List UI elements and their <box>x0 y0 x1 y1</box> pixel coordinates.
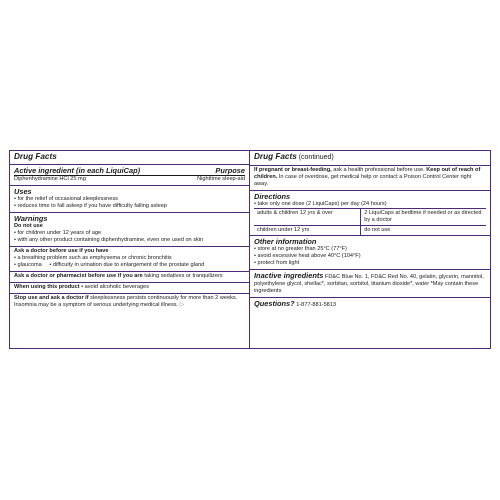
phone-number: 1-877-881-5813 <box>294 302 337 308</box>
directions-note: • take only one dose (2 LiquiCaps) per day (24 hours) <box>254 201 486 208</box>
stop-use-text: sleeplessness persists continuously for more than 2 weeks. Insomnia may be a symptom of serious underlying medical illness. <box>14 295 238 308</box>
ask-doctor-header: Ask a doctor before use if you have <box>14 248 109 254</box>
drug-facts-continued-title: Drug Facts <box>254 152 297 161</box>
other-information-header: Other information <box>254 237 317 246</box>
ask-pharmacist-text: taking sedatives or tranquilizers <box>142 273 223 279</box>
uses-item: • reduces time to fall asleep if you have difficulty falling asleep <box>14 203 245 210</box>
pregnant-bold: If pregnant or breast-feeding, <box>254 167 332 173</box>
active-ingredient-header: Active ingredient (in each LiquiCap) <box>14 166 141 175</box>
directions-table <box>254 208 486 235</box>
uses-section <box>10 186 249 213</box>
table-row <box>254 226 486 236</box>
continued-label: (continued) <box>296 154 334 161</box>
ask-doctor-section <box>10 247 249 272</box>
dosage-what: 2 LiquiCaps at bedtime if needed or as directed by a doctor <box>361 209 486 226</box>
uses-item: • for the relief of occasional sleeplessness <box>14 196 245 203</box>
drug-facts-label <box>9 150 491 349</box>
inactive-ingredients-section <box>250 270 490 298</box>
when-using-section <box>10 283 249 294</box>
ask-doctor-item: • difficulty in urination due to enlargement of the prostate gland <box>49 262 204 268</box>
do-not-use-header: Do not use <box>14 223 43 229</box>
purpose-value: Nighttime sleep-aid <box>197 176 245 182</box>
warnings-section <box>10 213 249 247</box>
ask-doctor-item: • glaucoma <box>14 262 42 269</box>
right-column <box>250 151 490 348</box>
active-ingredient-value: Diphenhydramine HCl 25 mg <box>14 176 86 182</box>
drug-facts-title: Drug Facts <box>14 152 57 161</box>
inactive-ingredients-header: Inactive ingredients <box>254 271 324 280</box>
pregnant-text: ask a health professional before use. <box>331 167 427 173</box>
other-information-item: • protect from light <box>254 260 486 267</box>
continue-arrow-icon: ▷ <box>179 302 185 308</box>
ask-pharmacist-bold: Ask a doctor or pharmacist before use if you are <box>14 273 143 279</box>
overdose-text: In case of overdose, get medical help or contact a Poison Control Center right away. <box>254 174 472 187</box>
stop-use-section <box>10 294 249 311</box>
other-information-section <box>250 236 490 270</box>
drug-facts-continued-section <box>250 151 490 166</box>
other-information-item: • avoid excessive heat above 40°C (104°F) <box>254 253 486 260</box>
inactive-ingredients-text: FD&C Blue No. 1, FD&C Red No. 40, gelatin, glycerin, mannitol, polyethylene glycol, shellac*, sorbitan, sorbitol, titanium dioxide*, water *May contain these ingredients <box>254 274 484 294</box>
other-information-item: • store at no greater than 25°C (77°F) <box>254 246 486 253</box>
drug-facts-title-section <box>10 151 249 165</box>
dosage-who: children under 12 yrs <box>254 226 361 236</box>
do-not-use-item: • for children under 12 years of age <box>14 230 245 237</box>
directions-section <box>250 191 490 236</box>
uses-header: Uses <box>14 187 32 196</box>
stop-use-bold: Stop use and ask a doctor if <box>14 295 89 301</box>
when-using-bold: When using this product <box>14 284 80 290</box>
keep-out-bold: Keep out of reach of children. <box>254 167 481 180</box>
do-not-use-item: • with any other product containing diphenhydramine, even one used on skin <box>14 237 245 244</box>
questions-section <box>250 298 490 311</box>
purpose-header: Purpose <box>215 166 245 175</box>
warnings-header: Warnings <box>14 214 48 223</box>
ask-doctor-item: • a breathing problem such as emphysema or chronic bronchitis <box>14 255 245 262</box>
dosage-who: adults & children 12 yrs & over <box>254 209 361 226</box>
left-column <box>10 151 250 348</box>
dosage-what: do not use <box>361 226 486 236</box>
questions-header: Questions? <box>254 299 295 308</box>
ask-pharmacist-section <box>10 272 249 283</box>
active-ingredient-section <box>10 165 249 186</box>
pregnancy-section <box>250 166 490 191</box>
table-row <box>254 209 486 226</box>
directions-header: Directions <box>254 192 291 201</box>
when-using-text: • avoid alcoholic beverages <box>79 284 150 290</box>
